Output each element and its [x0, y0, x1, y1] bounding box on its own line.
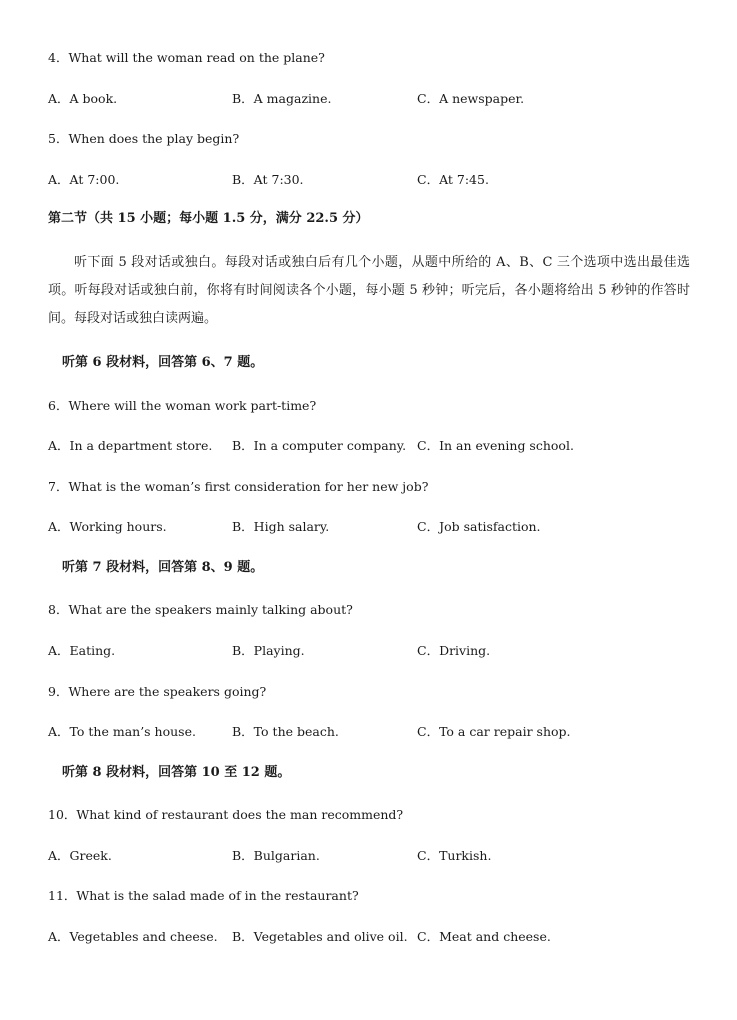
options-11: [48, 929, 688, 945]
question-9: 9．Where are the speakers going?: [48, 684, 267, 699]
question-7: 7．What is the woman’s first consideration for her new job?: [48, 479, 429, 494]
option-7a: A．Working hours.: [48, 519, 167, 534]
option-9b: B．To the beach.: [232, 724, 339, 739]
option-5b: B．At 7:30.: [232, 172, 304, 187]
option-5c: C．At 7:45.: [417, 172, 489, 187]
options-7: [48, 519, 688, 535]
option-5a: A．At 7:00.: [48, 172, 120, 187]
option-7c: C．Job satisfaction.: [417, 519, 541, 534]
option-11c: C．Meat and cheese.: [417, 929, 551, 944]
group-8-label: 听第 8 段材料，回答第 10 至 12 题。: [62, 765, 291, 780]
option-10a: A．Greek.: [48, 848, 112, 863]
question-10: 10．What kind of restaurant does the man recommend?: [48, 807, 404, 822]
question-4: 4．What will the woman read on the plane?: [48, 50, 325, 65]
options-5: [48, 172, 688, 188]
option-4c: C．A newspaper.: [417, 91, 525, 106]
option-8c: C．Driving.: [417, 643, 491, 658]
option-8b: B．Playing.: [232, 643, 305, 658]
option-4a: A．A book.: [48, 91, 118, 106]
option-8a: A．Eating.: [48, 643, 116, 658]
option-10b: B．Bulgarian.: [232, 848, 320, 863]
option-7b: B．High salary.: [232, 519, 330, 534]
question-8: 8．What are the speakers mainly talking about?: [48, 602, 353, 617]
section-heading: 第二节（共 15 小题；每小题 1.5 分，满分 22.5 分）: [48, 211, 369, 226]
options-9: [48, 724, 688, 740]
options-10: [48, 848, 688, 864]
question-11: 11．What is the salad made of in the restaurant?: [48, 888, 359, 903]
option-11b: B．Vegetables and olive oil.: [232, 929, 408, 944]
option-6a: A．In a department store.: [48, 438, 213, 453]
option-9a: A．To the man’s house.: [48, 724, 196, 739]
option-6b: B．In a computer company.: [232, 438, 407, 453]
group-7-label: 听第 7 段材料，回答第 8、9 题。: [62, 560, 264, 575]
option-10c: C．Turkish.: [417, 848, 492, 863]
group-6-label: 听第 6 段材料，回答第 6、7 题。: [62, 355, 264, 370]
option-4b: B．A magazine.: [232, 91, 332, 106]
question-6: 6．Where will the woman work part-time?: [48, 398, 317, 413]
options-6: [48, 438, 688, 454]
option-11a: A．Vegetables and cheese.: [48, 929, 218, 944]
option-9c: C．To a car repair shop.: [417, 724, 571, 739]
options-8: [48, 643, 688, 659]
option-6c: C．In an evening school.: [417, 438, 574, 453]
question-5: 5．When does the play begin?: [48, 131, 240, 146]
section-instructions: 听下面 5 段对话或独白。每段对话或独白后有几个小题，从题中所给的 A、B、C 三个选项中选出最佳选项。听每段对话或独白前，你将有时间阅读各个小题，每小题 5 秒钟；听完后，各小题将给出 5 秒钟的作答时间。每段对话或独白读两遍。: [48, 255, 690, 326]
options-4: [48, 91, 688, 107]
